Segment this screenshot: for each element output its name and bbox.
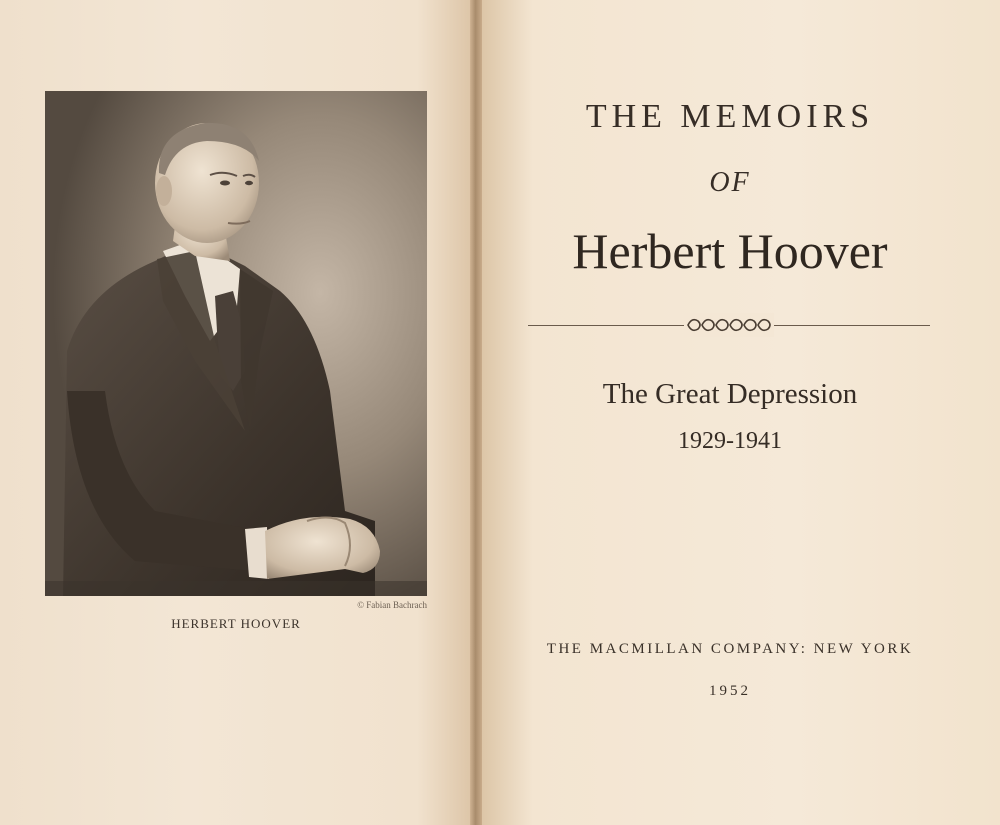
- title-author-name: Herbert Hoover: [572, 223, 888, 279]
- portrait-caption: HERBERT HOOVER: [171, 616, 301, 631]
- publication-year: 1952: [709, 683, 751, 699]
- years-range: 1929-1941: [678, 428, 782, 454]
- publisher-line: THE MACMILLAN COMPANY: NEW YORK: [546, 641, 914, 657]
- title-line-of: OF: [709, 167, 751, 198]
- scroll-ornament-icon: [684, 313, 774, 337]
- book-gutter: [470, 0, 482, 825]
- subtitle: The Great Depression: [602, 378, 858, 410]
- title-line-memoirs: THE MEMOIRS: [585, 98, 875, 135]
- portrait-illustration: [45, 91, 427, 596]
- photo-credit: © Fabian Bachrach: [357, 600, 427, 610]
- frontispiece-portrait: [45, 91, 427, 596]
